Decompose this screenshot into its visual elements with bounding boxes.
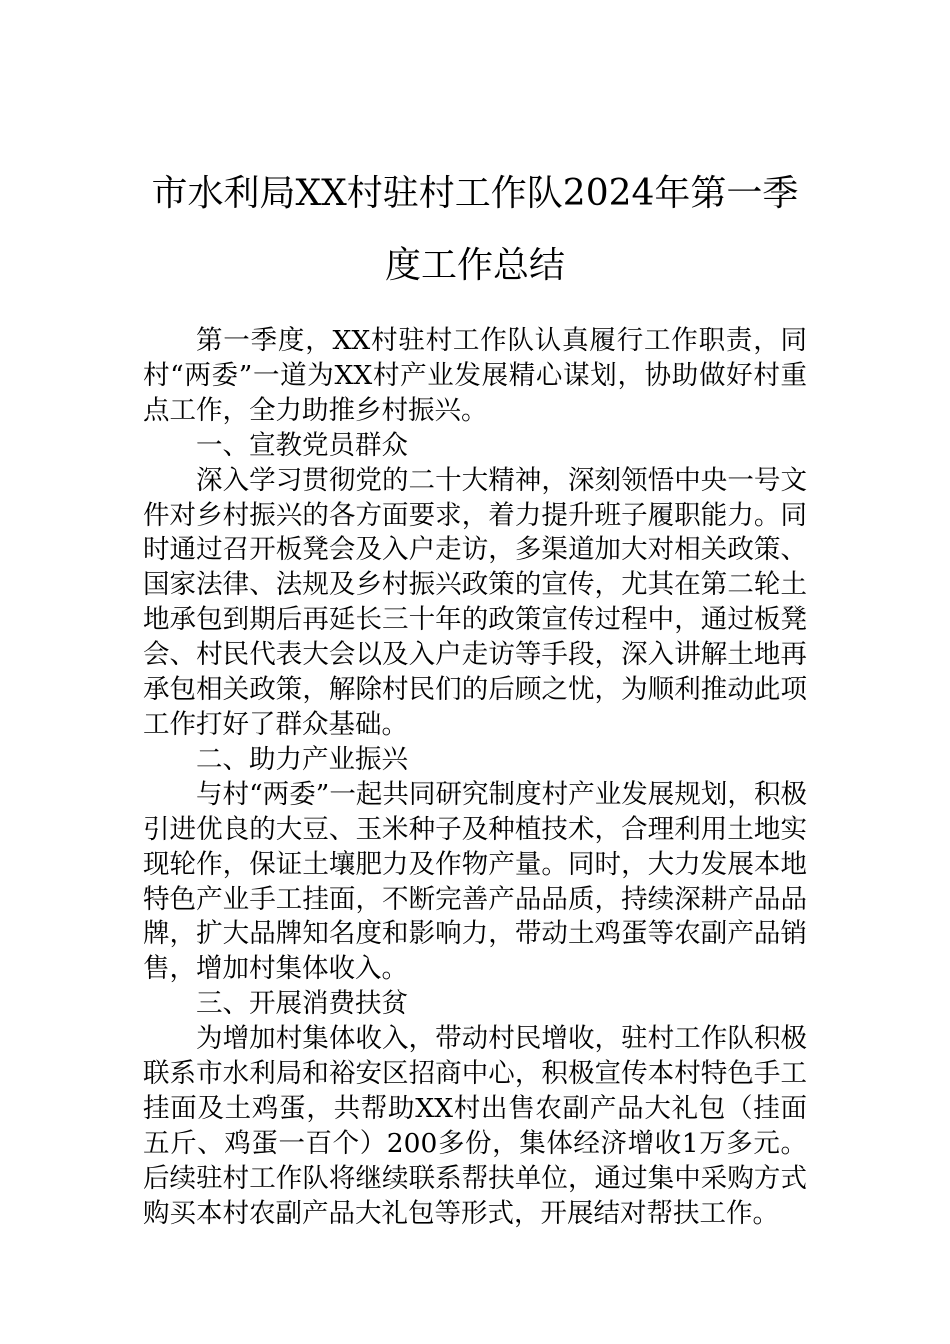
section-1-heading: 一、宣教党员群众 <box>196 429 408 461</box>
section-3-paragraph: 为增加村集体收入，带动村民增收，驻村工作队积极联系市水利局和裕安区招商中心，积极宣传本村特色手工挂面及土鸡蛋，共帮助XX村出售农副产品大礼包（挂面五斤、鸡蛋一百个）200多份，集体经济增收1万多元。后续驻村工作队将继续联系帮扶单位，通过集中采购方式购买本村农副产品大礼包等形式，开展结对帮扶工作。 <box>143 1023 807 1229</box>
document-title <box>100 158 850 302</box>
section-1-paragraph: 深入学习贯彻党的二十大精神，深刻领悟中央一号文件对乡村振兴的各方面要求，着力提升班子履职能力。同时通过召开板凳会及入户走访，多渠道加大对相关政策、国家法律、法规及乡村振兴政策的宣传，尤其在第二轮土地承包到期后再延长三十年的政策宣传过程中，通过板凳会、村民代表大会以及入户走访等手段，深入讲解土地再承包相关政策，解除村民们的后顾之忧，为顺利推动此项工作打好了群众基础。 <box>143 464 807 740</box>
document-body <box>143 324 807 1232</box>
section-2-heading: 二、助力产业振兴 <box>196 743 408 775</box>
intro-paragraph: 第一季度，XX村驻村工作队认真履行工作职责，同村“两委”一道为XX村产业发展精心谋划，协助做好村重点工作，全力助推乡村振兴。 <box>143 325 807 426</box>
section-3-heading: 三、开展消费扶贫 <box>196 988 408 1020</box>
title-line-2: 度工作总结 <box>384 245 565 286</box>
section-2-paragraph: 与村“两委”一起共同研究制度村产业发展规划，积极引进优良的大豆、玉米种子及种植技术，合理利用土地实现轮作，保证土壤肥力及作物产量。同时，大力发展本地特色产业手工挂面，不断完善产品品质，持续深耕产品品牌，扩大品牌知名度和影响力，带动土鸡蛋等农副产品销售，增加村集体收入。 <box>143 778 807 985</box>
title-line-1: 市水利局XX村驻村工作队2024年第一季 <box>151 173 799 214</box>
